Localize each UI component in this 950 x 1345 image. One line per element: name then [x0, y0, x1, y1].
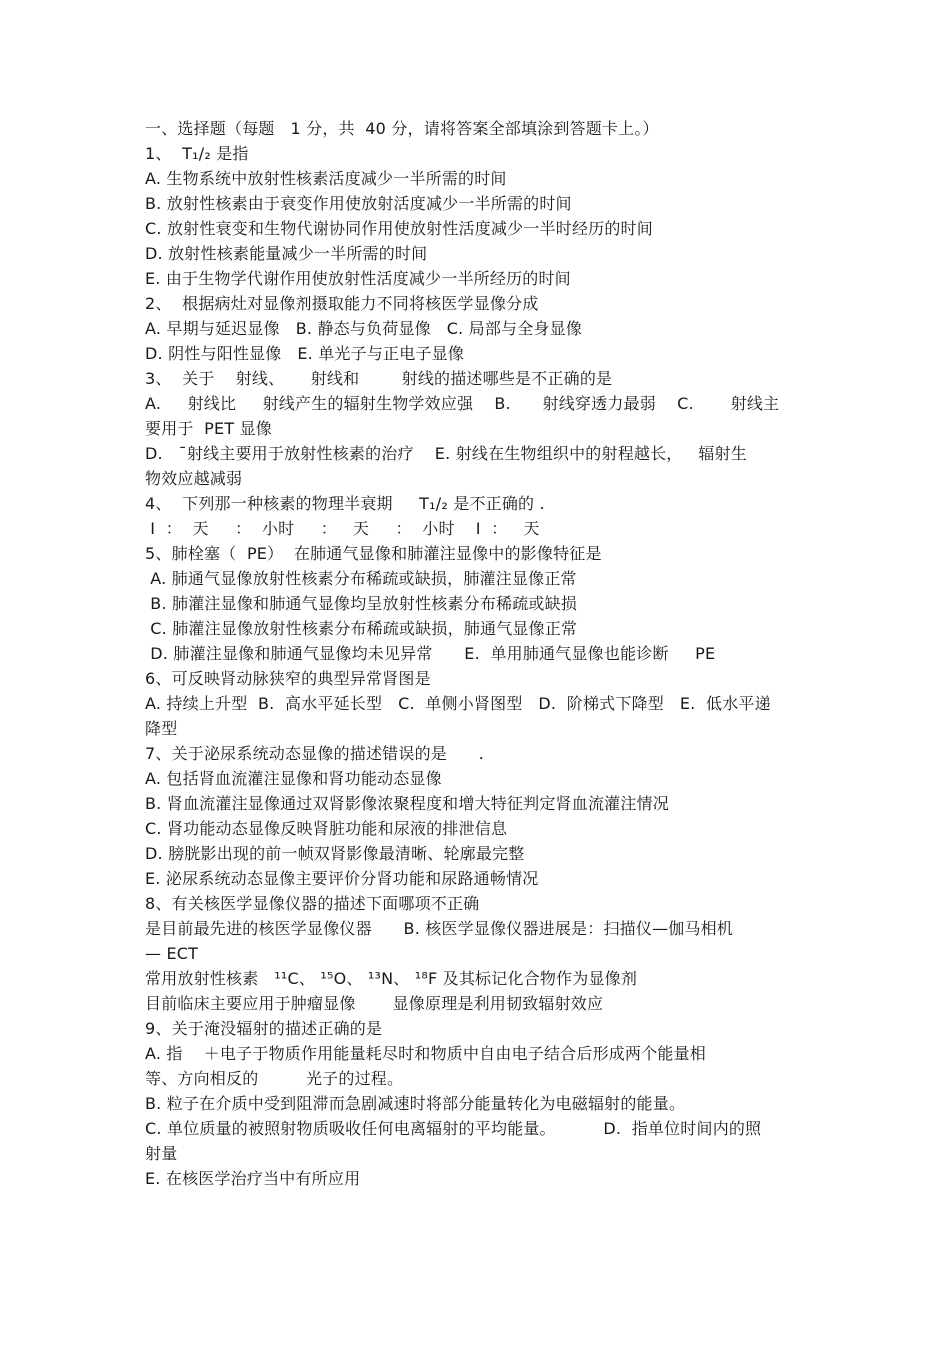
- q9-options-d-cont: 射量: [145, 1144, 178, 1163]
- q5-option-b: B. 肺灌注显像和肺通气显像均呈放射性核素分布稀疏或缺损: [145, 594, 578, 613]
- q3-options-c-cont: 要用于 PET 显像: [145, 419, 272, 438]
- q1-option-e: E. 由于生物学代谢作用使放射性活度减少一半所经历的时间: [145, 269, 571, 288]
- question-5: 5、肺栓塞（ PE） 在肺通气显像和肺灌注显像中的影像特征是: [145, 544, 602, 563]
- q5-option-a: A. 肺通气显像放射性核素分布稀疏或缺损，肺灌注显像正常: [145, 569, 577, 588]
- q3-options-de: D. ¯射线主要用于放射性核素的治疗 E. 射线在生物组织中的射程越长， 辐射生: [145, 444, 747, 463]
- q9-option-a-cont: 等、方向相反的 光子的过程。: [145, 1069, 404, 1088]
- question-9: 9、关于淹没辐射的描述正确的是: [145, 1019, 383, 1038]
- q9-option-e: E. 在核医学治疗当中有所应用: [145, 1169, 361, 1188]
- q1-option-c: C. 放射性衰变和生物代谢协同作用使放射性活度减少一半时经历的时间: [145, 219, 653, 238]
- q1-option-d: D. 放射性核素能量减少一半所需的时间: [145, 244, 428, 263]
- question-8: 8、有关核医学显像仪器的描述下面哪项不正确: [145, 894, 480, 913]
- q8-options-ab: 是目前最先进的核医学显像仪器 B. 核医学显像仪器进展是：扫描仪—伽马相机: [145, 919, 734, 938]
- q2-options-abc: A. 早期与延迟显像 B. 静态与负荷显像 C. 局部与全身显像: [145, 319, 583, 338]
- section-heading: 一、选择题（每题 1 分，共 40 分，请将答案全部填涂到答题卡上。）: [145, 119, 659, 138]
- q1-option-b: B. 放射性核素由于衰变作用使放射活度减少一半所需的时间: [145, 194, 572, 213]
- question-3: 3、 关于 射线、 射线和 射线的描述哪些是不正确的是: [145, 369, 613, 388]
- q1-option-a: A. 生物系统中放射性核素活度减少一半所需的时间: [145, 169, 507, 188]
- q9-option-b: B. 粒子在介质中受到阻滞而急剧减速时将部分能量转化为电磁辐射的能量。: [145, 1094, 686, 1113]
- q6-options: A. 持续上升型 B. 高水平延长型 C. 单侧小肾图型 D. 阶梯式下降型 E. 低水平递: [145, 694, 771, 713]
- question-7: 7、关于泌尿系统动态显像的描述错误的是 .: [145, 744, 484, 763]
- q5-option-c: C. 肺灌注显像放射性核素分布稀疏或缺损，肺通气显像正常: [145, 619, 578, 638]
- question-4: 4、 下列那一种核素的物理半衰期 T₁/₂ 是不正确的 .: [145, 494, 545, 513]
- q7-option-d: D. 膀胱影出现的前一帧双肾影像最清晰、轮廓最完整: [145, 844, 525, 863]
- q2-options-de: D. 阴性与阳性显像 E. 单光子与正电子显像: [145, 344, 465, 363]
- q8-options-de: 目前临床主要应用于肿瘤显像 显像原理是利用韧致辐射效应: [145, 994, 604, 1013]
- q7-option-c: C. 肾功能动态显像反映肾脏功能和尿液的排泄信息: [145, 819, 508, 838]
- q9-options-cd: C. 单位质量的被照射物质吸收任何电离辐射的平均能量。 D. 指单位时间内的照: [145, 1119, 762, 1138]
- exam-document: [145, 116, 815, 1191]
- q8-option-c: 常用放射性核素 ¹¹C、 ¹⁵O、 ¹³N、 ¹⁸F 及其标记化合物作为显像剂: [145, 969, 638, 988]
- q7-option-e: E. 泌尿系统动态显像主要评价分肾功能和尿路通畅情况: [145, 869, 539, 888]
- q3-options-e-cont: 物效应越减弱: [145, 469, 243, 488]
- q8-options-b-cont: — ECT: [145, 944, 199, 963]
- q5-options-de: D. 肺灌注显像和肺通气显像均未见异常 E. 单用肺通气显像也能诊断 PE: [145, 644, 716, 663]
- q7-option-a: A. 包括肾血流灌注显像和肾功能动态显像: [145, 769, 442, 788]
- q4-options: I ： 天 ： 小时 ： 天 ： 小时 I ： 天: [145, 519, 540, 538]
- question-2: 2、 根据病灶对显像剂摄取能力不同将核医学显像分成: [145, 294, 539, 313]
- q6-options-cont: 降型: [145, 719, 178, 738]
- q7-option-b: B. 肾血流灌注显像通过双肾影像浓聚程度和增大特征判定肾血流灌注情况: [145, 794, 669, 813]
- question-6: 6、可反映肾动脉狭窄的典型异常肾图是: [145, 669, 431, 688]
- q3-options-abc: A. 射线比 射线产生的辐射生物学效应强 B. 射线穿透力最弱 C. 射线主: [145, 394, 780, 413]
- q9-option-a: A. 指 ＋电子于物质作用能量耗尽时和物质中自由电子结合后形成两个能量相: [145, 1044, 706, 1063]
- question-1: 1、 T₁/₂ 是指: [145, 144, 249, 163]
